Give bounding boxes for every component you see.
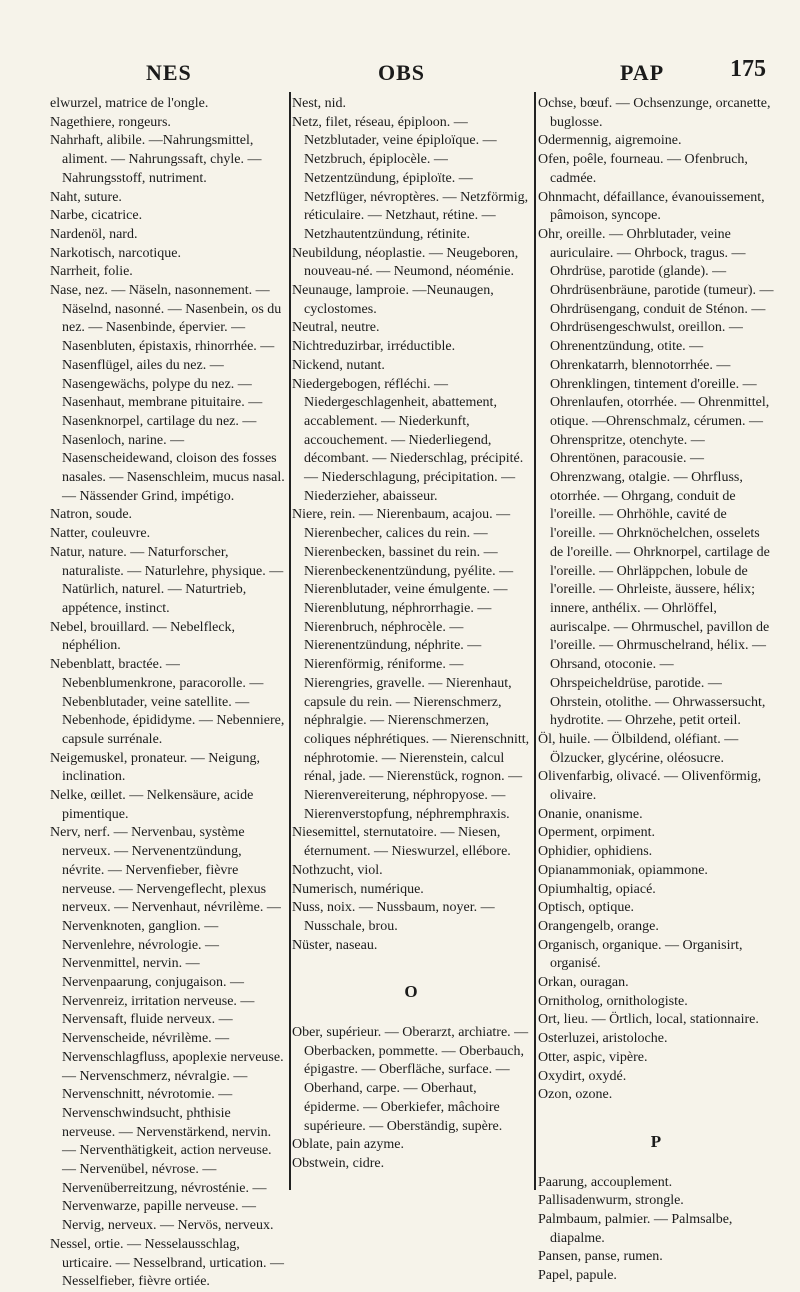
dictionary-entry: Palmbaum, palmier. — Palmsalbe, diapalme.: [538, 1212, 733, 1246]
dictionary-entry: Natter, couleuvre.: [50, 526, 151, 542]
dictionary-entry: Niesemittel, sternutatoire. — Niesen, éternument. — Nieswurzel, ellébore.: [292, 825, 511, 860]
column-divider-2: [534, 92, 536, 1190]
dictionary-entry: Nahrhaft, alibile. —Nahrungsmittel, aliment. — Nahrungssaft, chyle. — Nahrungsstoff, nutriment.: [50, 133, 262, 186]
dictionary-entry: Ofen, poêle, fourneau. — Ofenbruch, cadmée.: [538, 152, 748, 186]
dictionary-entry: Pallisadenwurm, strongle.: [538, 1193, 684, 1209]
dictionary-entry: Niedergebogen, réfléchi. — Niedergeschlagenheit, abattement, accablement. — Niederkunft, accouchement. — Niederliegend, décombant. — Niederschlag, précipité. — Niederschlagung, précipitation. — Niederzieher, abaisseur.: [292, 376, 524, 504]
dictionary-entry: Nebenblatt, bractée. — Nebenblumenkrone, paracorolle. —Nebenblutader, veine satellite. —Nebenhode, épididyme. — Nebenniere, capsule surrénale.: [50, 657, 285, 747]
dictionary-entry: Narkotisch, narcotique.: [50, 245, 182, 261]
dictionary-entry: Nest, nid.: [292, 96, 347, 111]
dictionary-entry: Ochse, bœuf. — Ochsenzunge, orcanette, buglosse.: [538, 96, 771, 130]
dictionary-entry: Odermennig, aigremoine.: [538, 133, 682, 149]
dictionary-entry: Narrheit, folie.: [50, 264, 133, 280]
dictionary-entry: Nase, nez. — Näseln, nasonnement. — Näselnd, nasonné. — Nasenbein, os du nez. — Nasenbinde, épervier. — Nasenbluten, épistaxis, rhinorrhée. — Nasenflügel, ailes du nez. — Nasengewächs, polype du nez. — Nasenhaut, membrane pituitaire. — Nasenknorpel, cartilage du nez. — Nasenloch, narine. — Nasenscheidewand, cloison des fosses nasales. — Nasenschleim, mucus nasal. — Nässender Grind, impétigo.: [50, 283, 285, 504]
dictionary-entry: Orkan, ouragan.: [538, 975, 629, 991]
dictionary-entry: Nothzucht, viol.: [292, 862, 383, 878]
dictionary-entry: Neunauge, lamproie. —Neunaugen, cyclostomes.: [292, 283, 494, 317]
dictionary-entry: Nessel, ortie. — Nesselausschlag, urticaire. — Nesselbrand, urtication. —Nesselfieber, fièvre ortiée.: [50, 1236, 284, 1290]
dictionary-entry: Ohr, oreille. — Ohrblutader, veine auriculaire. — Ohrbock, tragus. — Ohrdrüse, parotide (glande). — Ohrdrüsenbräune, parotide (tumeur). — Ohrdrüsengang, conduit de Sténon. — Ohrdrüsengeschwulst, oreillon. —Ohrenentzündung, otite. — Ohrenkatarrh, blennotorrhée. —Ohrenklingen, tintement d'oreille. — Ohrenlaufen, otorrhée. — Ohrenmittel, otique. —Ohrenschmalz, cérumen. — Ohrenspritze, otenchyte. — Ohrentönen, paracousie. — Ohrenzwang, otalgie. — Ohrfluss, otorrhée. — Ohrgang, conduit de l'oreille. — Ohrhöhle, cavité de l'oreille. — Ohrknöchelchen, osselets de l'oreille. — Ohrknorpel, cartilage de l'oreille. — Ohrläppchen, lobule de l'oreille. — Ohrleiste, äussere, hélix; innere, anthélix. — Ohrlöffel, auriscalpe. — Ohrmuschel, pavillon de l'oreille. — Ohrmuschelrand, hélix. — Ohrsand, otoconie. — Ohrspeicheldrüse, parotide. — Ohrstein, otolithe. — Ohrwassersucht, hydrotite. — Ohrzehe, petit orteil.: [538, 226, 774, 729]
dictionary-column-2: [292, 95, 530, 1195]
dictionary-entry: Ophidier, ophidiens.: [538, 844, 653, 860]
dictionary-entry: Ozon, ozone.: [538, 1087, 613, 1103]
dictionary-entry: Narbe, cicatrice.: [50, 208, 143, 224]
dictionary-entry: Nagethiere, rongeurs.: [50, 114, 171, 130]
running-header: [48, 52, 766, 92]
dictionary-entry: Orangengelb, orange.: [538, 918, 659, 934]
dictionary-column-1: [50, 95, 285, 1290]
dictionary-entry: Netz, filet, réseau, épiploon. — Netzblutader, veine épiploïque. — Netzbruch, épiplocèle. — Netzentzündung, épiploïte. — Netzflüger, névroptères. — Netzförmig, réticulaire. — Netzhaut, rétine. — Netzhautentzündung, rétinite.: [292, 114, 529, 242]
dictionary-entry: Operment, orpiment.: [538, 825, 656, 841]
section-letter-heading: O: [404, 982, 418, 1002]
dictionary-entry: Olivenfarbig, olivacé. — Olivenförmig, olivaire.: [538, 769, 762, 804]
header-middle-guide-word: OBS: [378, 60, 426, 85]
dictionary-entry: Numerisch, numérique.: [292, 881, 424, 897]
dictionary-entry: Neubildung, néoplastie. — Neugeboren, nouveau-né. — Neumond, néoménie.: [292, 245, 519, 280]
dictionary-entry: Nuss, noix. — Nussbaum, noyer. — Nusschale, brou.: [292, 900, 495, 934]
dictionary-entry: Ohnmacht, défaillance, évanouissement, pâmoison, syncope.: [538, 189, 765, 224]
dictionary-entry: Opiumhaltig, opiacé.: [538, 881, 656, 897]
dictionary-entry: Oxydirt, oxydé.: [538, 1068, 627, 1084]
dictionary-entry: Osterluzei, aristoloche.: [538, 1031, 668, 1047]
dictionary-entry: Nichtreduzirbar, irréductible.: [292, 339, 456, 355]
dictionary-entry: Natron, soude.: [50, 507, 133, 523]
dictionary-entry: Nerv, nerf. — Nervenbau, système nerveux. — Nervenentzündung, névrite. — Nervenfieber, fièvre nerveuse. — Nervengeflecht, plexus nerveux. — Nervenhaut, névrilème. — Nervenknoten, ganglion. — Nervenlehre, névrologie. — Nervenmittel, nervin. — Nervenpaarung, conjugaison. — Nervenreiz, irritation nerveuse. — Nervensaft, fluide nerveux. — Nervenscheide, névrilème. — Nervenschlagfluss, apoplexie nerveuse. — Nervenschmerz, névralgie. — Nervenschnitt, névrotomie. — Nervenschwindsucht, phthisie nerveuse. — Nervenstärkend, nervin. — Nerventhätigkeit, action nerveuse. — Nervenübel, névrose. — Nervenüberreitzung, névrosténie. — Nervenwarze, papille nerveuse. — Nervig, nerveux. — Nervös, nerveux.: [50, 825, 284, 1234]
dictionary-entry: Neutral, neutre.: [292, 320, 380, 336]
dictionary-entry: Ort, lieu. — Örtlich, local, stationnaire.: [538, 1012, 759, 1028]
page-number: 175: [730, 56, 766, 82]
section-letter-heading: P: [650, 1131, 662, 1151]
dictionary-entry: Nelke, œillet. — Nelkensäure, acide pimentique.: [50, 788, 254, 822]
dictionary-entry: Pansen, panse, rumen.: [538, 1249, 663, 1265]
dictionary-entry: Organisch, organique. — Organisirt, organisé.: [538, 937, 743, 972]
header-left-guide-word: NES: [146, 60, 192, 85]
dictionary-entry: Papel, papule.: [538, 1268, 617, 1284]
dictionary-entry: Oblate, pain azyme.: [292, 1137, 404, 1153]
dictionary-entry: Onanie, onanisme.: [538, 806, 643, 822]
dictionary-entry: Otter, aspic, vipère.: [538, 1049, 648, 1065]
dictionary-entry: Nebel, brouillard. — Nebelfleck, néphélion.: [50, 619, 236, 654]
dictionary-entry: Obstwein, cidre.: [292, 1155, 385, 1171]
dictionary-entry: elwurzel, matrice de l'ongle.: [50, 96, 209, 111]
dictionary-entry: Optisch, optique.: [538, 900, 635, 916]
header-right-guide-word: PAP: [620, 60, 665, 85]
dictionary-entry: Natur, nature. — Naturforscher, naturaliste. — Naturlehre, physique. — Natürlich, naturel. — Naturtrieb, appétence, instinct.: [50, 544, 284, 616]
dictionary-entry: Ornitholog, ornithologiste.: [538, 993, 688, 1009]
dictionary-entry: Öl, huile. — Ölbildend, oléfiant. — Ölzucker, glycérine, oléosucre.: [538, 731, 739, 766]
column-divider-1: [289, 92, 291, 1190]
dictionary-entry: Ober, supérieur. — Oberarzt, archiatre. — Oberbacken, pommette. — Oberbauch, épigastre. — Oberfläche, surface. — Oberhand, carpe. — Oberhaut, épiderme. — Oberkiefer, mâchoire supérieure. — Oberständig, supère.: [292, 1025, 529, 1134]
dictionary-entry: Naht, suture.: [50, 189, 122, 205]
dictionary-column-3: [538, 95, 774, 1284]
dictionary-entry: Opianammoniak, opiammone.: [538, 862, 708, 878]
dictionary-entry: Nardenöl, nard.: [50, 226, 138, 242]
dictionary-entry: Neigemuskel, pronateur. — Neigung, inclination.: [50, 750, 260, 785]
dictionary-entry: Paarung, accouplement.: [538, 1174, 673, 1190]
dictionary-entry: Nickend, nutant.: [292, 357, 385, 373]
dictionary-entry: Niere, rein. — Nierenbaum, acajou. — Nierenbecher, calices du rein. — Nierenbecken, bassinet du rein. —Nierenbeckenentzündung, pyélite. — Nierenblutader, veine émulgente. — Nierenblutung, néphrorrhagie. — Nierenbruch, néphrocèle. — Nierenentzündung, néphrite. — Nierenförmig, réniforme. — Nierengries, gravelle. — Nierenhaut, capsule du rein. — Nierenschmerz, néphralgie. — Nierenschmerzen, coliques néphrétiques. — Nierenschnitt, néphrotomie. — Nierenstein, calcul rénal, jade. — Nierenstück, rognon. — Nierenvereiterung, néphropyose. — Nierenverstopfung, néphremphraxis.: [292, 507, 530, 822]
dictionary-entry: Nüster, naseau.: [292, 937, 378, 953]
